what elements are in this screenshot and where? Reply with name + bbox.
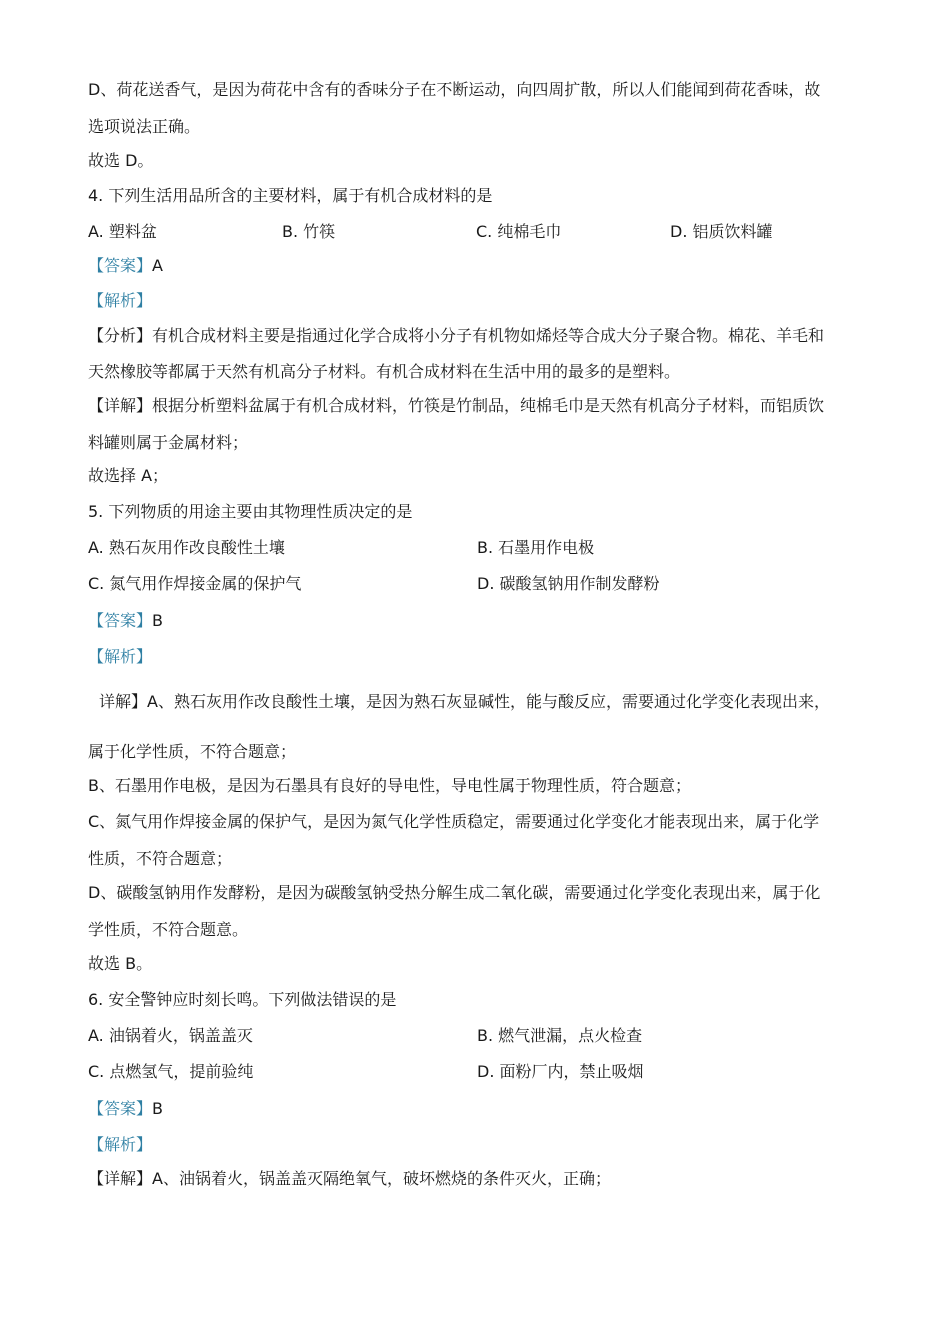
q6-detail-text1: A、油锅着火，锅盖盖灭隔绝氧气，破坏燃烧的条件灭火，正确； bbox=[152, 1169, 611, 1188]
q4-detail-text1: 根据分析塑料盆属于有机合成材料，竹筷是竹制品，纯棉毛巾是天然有机高分子材料，而铝质饮 bbox=[152, 396, 825, 415]
q5-detail-line6: D、碳酸氢钠用作发酵粉，是因为碳酸氢钠受热分解生成二氧化碳，需要通过化学变化表现出来，属于化 bbox=[88, 883, 821, 902]
q4-detail-tag: 【详解】 bbox=[88, 396, 153, 415]
q6-detail-tag: 【详解】 bbox=[88, 1169, 153, 1188]
q4-option-b: B. 竹筷 bbox=[282, 222, 336, 241]
q5-detail-line5: 性质，不符合题意； bbox=[88, 849, 233, 868]
q4-fenxi-line1 bbox=[88, 326, 824, 346]
q4-conclusion: 故选择 A； bbox=[88, 466, 169, 485]
q6-option-d: D. 面粉厂内，禁止吸烟 bbox=[477, 1062, 644, 1081]
q6-stem: 6. 安全警钟应时刻长鸣。下列做法错误的是 bbox=[88, 990, 397, 1009]
q5-answer bbox=[88, 611, 163, 631]
q4-answer-value: A bbox=[152, 256, 163, 275]
q5-option-a: A. 熟石灰用作改良酸性土壤 bbox=[88, 538, 285, 557]
q6-answer-value: B bbox=[152, 1099, 163, 1118]
q6-answer bbox=[88, 1099, 163, 1119]
q6-answer-tag: 【答案】 bbox=[88, 1099, 153, 1118]
q5-analysis-tag: 【解析】 bbox=[88, 647, 153, 666]
q4-detail-line2: 料罐则属于金属材料； bbox=[88, 433, 249, 452]
q5-detail-line3: B、石墨用作电极，是因为石墨具有良好的导电性，导电性属于物理性质，符合题意； bbox=[88, 776, 691, 795]
q5-detail-line2: 属于化学性质，不符合题意； bbox=[88, 742, 297, 761]
q5-option-d: D. 碳酸氢钠用作制发酵粉 bbox=[477, 574, 660, 593]
q5-detail-line4: C、氮气用作焊接金属的保护气，是因为氮气化学性质稳定，需要通过化学变化才能表现出来，属于化学 bbox=[88, 812, 820, 831]
q6-option-b: B. 燃气泄漏，点火检查 bbox=[477, 1026, 643, 1045]
q6-option-c: C. 点燃氢气，提前验纯 bbox=[88, 1062, 254, 1081]
q4-fenxi-text1: 有机合成材料主要是指通过化学合成将小分子有机物如烯烃等合成大分子聚合物。棉花、羊毛和 bbox=[152, 326, 825, 345]
q4-option-d: D. 铝质饮料罐 bbox=[670, 222, 773, 241]
q4-answer bbox=[88, 256, 163, 276]
q5-stem: 5. 下列物质的用途主要由其物理性质决定的是 bbox=[88, 502, 413, 521]
q6-option-a: A. 油锅着火，锅盖盖灭 bbox=[88, 1026, 253, 1045]
q4-fenxi-tag: 【分析】 bbox=[88, 326, 153, 345]
q5-option-c: C. 氮气用作焊接金属的保护气 bbox=[88, 574, 302, 593]
q4-analysis-tag: 【解析】 bbox=[88, 291, 153, 310]
q5-option-b: B. 石墨用作电极 bbox=[477, 538, 595, 557]
q6-analysis-tag: 【解析】 bbox=[88, 1135, 153, 1154]
q5-conclusion: 故选 B。 bbox=[88, 954, 153, 973]
q5-answer-tag: 【答案】 bbox=[88, 611, 153, 630]
q4-option-c: C. 纯棉毛巾 bbox=[476, 222, 562, 241]
q4-answer-tag: 【答案】 bbox=[88, 256, 153, 275]
q4-detail-line1 bbox=[88, 396, 824, 416]
q5-answer-value: B bbox=[152, 611, 163, 630]
q4-option-a: A. 塑料盆 bbox=[88, 222, 157, 241]
q3-conclusion: 故选 D。 bbox=[88, 151, 154, 170]
q5-detail-line7: 学性质，不符合题意。 bbox=[88, 920, 249, 939]
q3-option-d-explanation-line2: 选项说法正确。 bbox=[88, 117, 201, 136]
q3-option-d-explanation-line1: D、荷花送香气，是因为荷花中含有的香味分子在不断运动，向四周扩散，所以人们能闻到荷花香味，故 bbox=[88, 80, 821, 99]
q4-stem: 4. 下列生活用品所含的主要材料，属于有机合成材料的是 bbox=[88, 186, 493, 205]
q6-detail-line1 bbox=[88, 1169, 611, 1189]
q4-fenxi-line2: 天然橡胶等都属于天然有机高分子材料。有机合成材料在生活中用的最多的是塑料。 bbox=[88, 362, 681, 381]
q5-detail-line1: 详解】A、熟石灰用作改良酸性土壤，是因为熟石灰显碱性，能与酸反应，需要通过化学变化表现出来， bbox=[99, 692, 830, 711]
